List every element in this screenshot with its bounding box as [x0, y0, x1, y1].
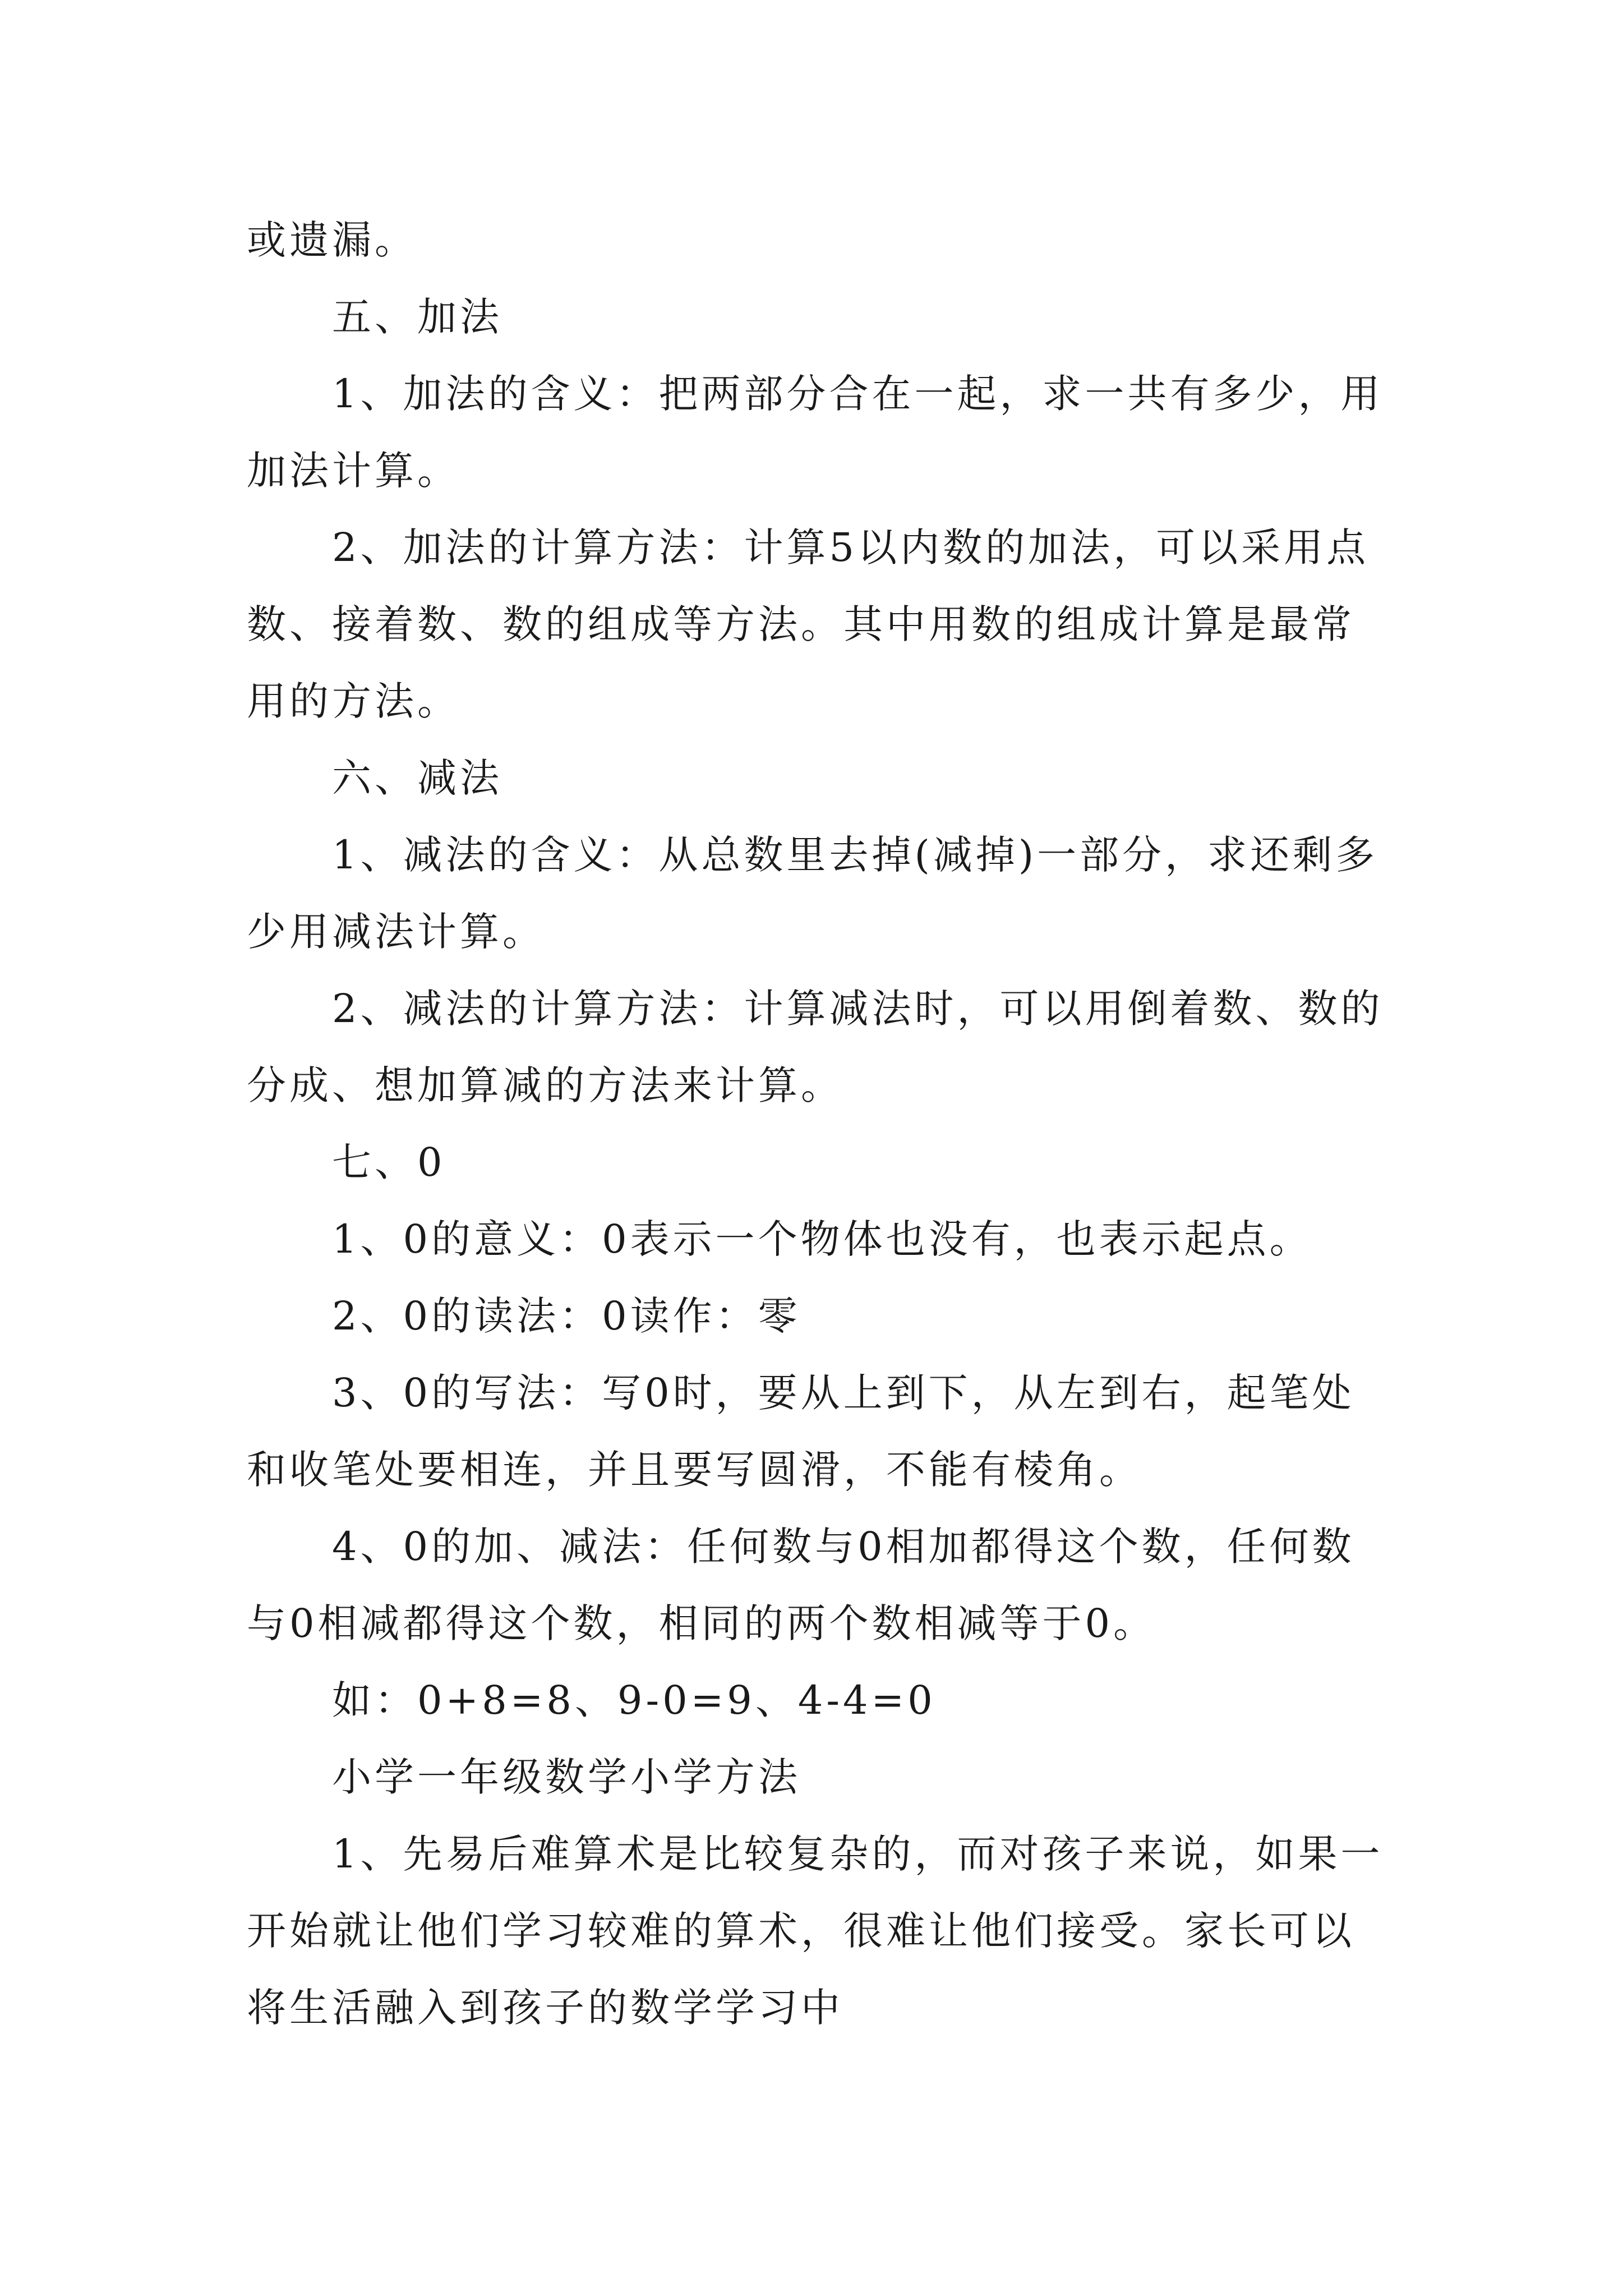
section-heading: 七、0	[332, 1139, 446, 1185]
section-heading: 六、减法	[332, 755, 502, 801]
paragraph: 1、0的意义：0表示一个物体也没有，也表示起点。	[332, 1216, 1312, 1262]
paragraph: 4、0的加、减法：任何数与0相加都得这个数，任何数与0相减都得这个数，相同的两个数相减等于0。	[247, 1524, 1355, 1646]
paragraph: 2、减法的计算方法：计算减法时，可以用倒着数、数的分成、想加算减的方法来计算。	[247, 986, 1384, 1108]
paragraph: 3、0的写法：写0时，要从上到下，从左到右，起笔处和收笔处要相连，并且要写圆滑，不能有棱角。	[247, 1370, 1355, 1493]
paragraph: 1、减法的含义：从总数里去掉(减掉)一部分，求还剩多少用减法计算。	[247, 832, 1378, 955]
paragraph: 或遗漏。	[247, 217, 417, 263]
section-heading: 小学一年级数学小学方法	[332, 1754, 801, 1800]
paragraph: 2、0的读法：0读作：零	[332, 1293, 801, 1339]
example-line: 如：0+8=8、9-0=9、4-4=0	[332, 1677, 936, 1723]
paragraph: 2、加法的计算方法：计算5以内数的加法，可以采用点数、接着数、数的组成等方法。其中用数的组成计算是最常用的方法。	[247, 524, 1370, 724]
paragraph: 1、加法的含义：把两部分合在一起，求一共有多少，用加法计算。	[247, 371, 1384, 494]
document-body	[247, 202, 1385, 2046]
paragraph: 1、先易后难算术是比较复杂的，而对孩子来说，如果一开始就让他们学习较难的算术，很难让他们接受。家长可以将生活融入到孩子的数学学习中	[247, 1831, 1384, 2031]
section-heading: 五、加法	[332, 294, 502, 340]
